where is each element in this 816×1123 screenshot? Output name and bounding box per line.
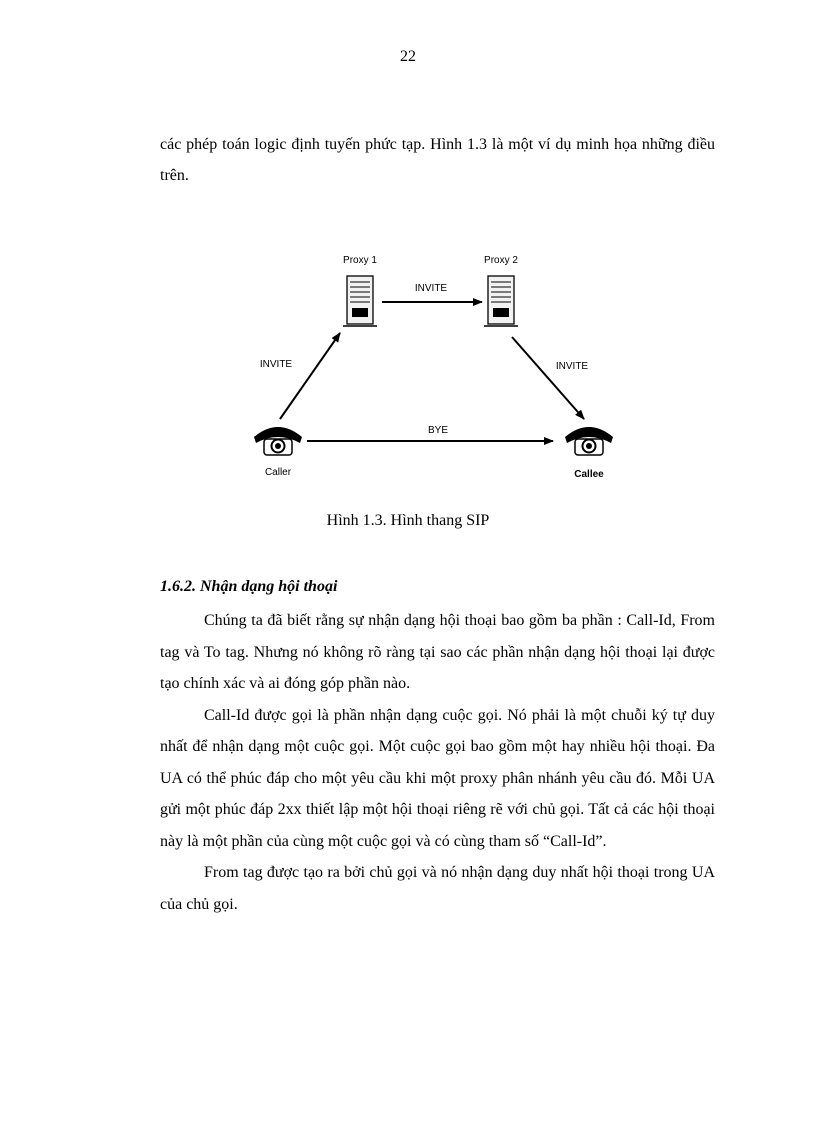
caller-label: Caller — [264, 467, 292, 478]
proxy-1-label: Proxy 1 — [343, 255, 377, 266]
section-heading: 1.6.2. Nhận dạng hội thoại — [160, 578, 338, 595]
body-paragraph: From tag được tạo ra bởi chủ gọi và nó nhận dạng duy nhất hội thoại trong UA của chủ gọi. — [160, 864, 715, 913]
callee-phone-icon — [565, 427, 613, 455]
invite-arrow-caller-to-proxy1 — [280, 333, 340, 419]
invite-label-right: INVITE — [555, 361, 589, 372]
proxy-1-server-icon — [343, 276, 377, 326]
callee-label: Callee — [574, 469, 604, 480]
proxy-2-server-icon — [484, 276, 518, 326]
page-number: 22 — [400, 48, 416, 65]
proxy-2-label: Proxy 2 — [484, 255, 518, 266]
bye-label: BYE — [427, 425, 449, 436]
invite-label-left: INVITE — [259, 359, 293, 370]
sip-trapezoid-figure — [240, 245, 620, 490]
caller-phone-icon — [254, 427, 302, 455]
sip-trapezoid-diagram — [240, 245, 620, 490]
figure-caption: Hình 1.3. Hình thang SIP — [326, 512, 490, 529]
section-body — [160, 605, 715, 920]
body-paragraph: Call-Id được gọi là phần nhận dạng cuộc gọi. Nó phải là một chuỗi ký tự duy nhất để nhận dạng một cuộc gọi. Một cuộc gọi bao gồm một hay nhiều hội thoại. Đa UA có thể phúc đáp cho một yêu cầu khi một proxy phân nhánh yêu cầu đó. Mỗi UA gửi một phúc đáp 2xx thiết lập một hội thoại riêng rẽ với chủ gọi. Tất cả các hội thoại này là một phần của cùng một cuộc gọi và có cùng tham số “Call-Id”. — [160, 706, 715, 850]
invite-arrow-proxy2-to-callee — [512, 337, 584, 419]
body-paragraph: Chúng ta đã biết rằng sự nhận dạng hội thoại bao gồm ba phần : Call-Id, From tag và To tag. Nhưng nó không rõ ràng tại sao các phần nhận dạng hội thoại lại được tạo chính xác và ai đóng góp phần nào. — [160, 612, 715, 692]
intro-paragraph: các phép toán logic định tuyến phức tạp. Hình 1.3 là một ví dụ minh họa những điều trên. — [160, 136, 715, 184]
invite-label-top: INVITE — [414, 283, 448, 294]
